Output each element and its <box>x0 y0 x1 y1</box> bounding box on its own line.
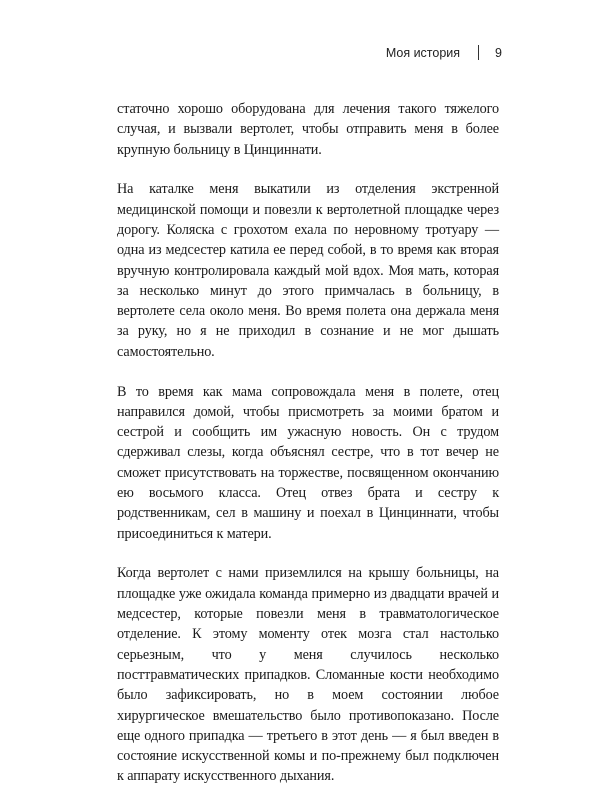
paragraph: На каталке меня выкатили из отделения экстренной медицинской помощи и повезли к вертолетной площадке через дорогу. Коляска с грохотом ехала по неровному тротуару — одна из медсестер катила ее перед собой, в то время как вторая вручную контролировала каждый мой вдох. Моя мать, которая за несколько минут до этого примчалась в больницу, в вертолете села около меня. Во время полета она держала меня за руку, но я не приходил в сознание и не мог дышать самостоятельно. <box>117 181 499 360</box>
paragraph: Когда вертолет с нами приземлился на крышу больницы, на площадке уже ожидала команда примерно из двадцати врачей и медсестер, которые повезли меня в травматологическое отделение. К этому моменту отек мозга стал настолько серьезным, что у меня случилось несколько посттравматических припадков. Сломанные кости необходимо было зафиксировать, но в моем состоянии любое хирургическое вмешательство было противопоказано. После еще одного припадка — третьего в этот день — я был введен в состояние искусственной комы и по-прежнему был подключен к аппарату искусственного дыхания. <box>117 565 499 785</box>
page-number: 9 <box>495 45 502 60</box>
header-divider <box>478 45 479 60</box>
paragraph: статочно хорошо оборудована для лечения такого тяжелого случая, и вызвали вертолет, чтобы отправить меня в более крупную больницу в Цинциннати. <box>117 101 499 158</box>
running-title: Моя история <box>385 45 461 60</box>
running-header <box>386 45 502 60</box>
paragraph: В то время как мама сопровождала меня в полете, отец направился домой, чтобы присмотреть за моими братом и сестрой и сообщить им ужасную новость. Он с трудом сдерживал слезы, когда объяснял сестре, что в тот вечер не сможет присутствовать на торжестве, посвященном окончанию ею восьмого класса. Отец отвез брата и сестру к родственникам, сел в машину и поехал в Цинциннати, чтобы присоединиться к матери. <box>117 383 499 542</box>
body-text <box>117 99 499 787</box>
